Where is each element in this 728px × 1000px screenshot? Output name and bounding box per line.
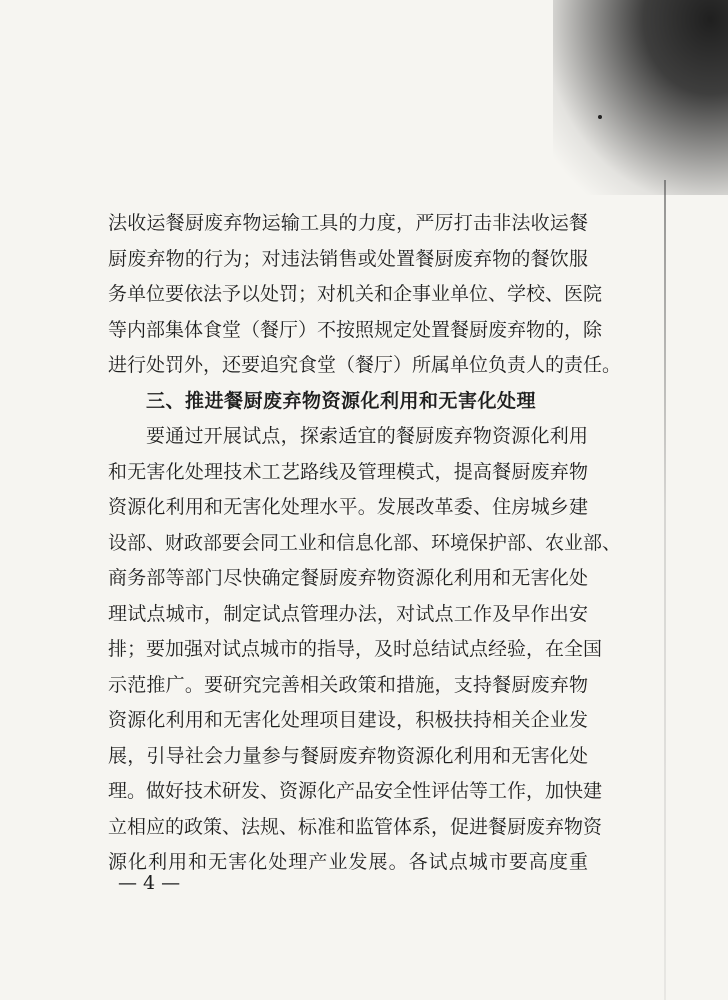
text-line: 商务部等部门尽快确定餐厨废弃物资源化利用和无害化处 (108, 567, 588, 589)
text-line: 资源化利用和无害化处理项目建设，积极扶持相关企业发 (108, 709, 588, 731)
paragraph-1 (108, 206, 622, 384)
text-line: 资源化利用和无害化处理水平。发展改革委、住房城乡建 (108, 496, 588, 518)
section-heading: 三、推进餐厨废弃物资源化利用和无害化处理 (146, 389, 537, 412)
paragraph-2 (108, 419, 622, 881)
text-line: 等内部集体食堂（餐厅）不按照规定处置餐厨废弃物的，除 (108, 318, 603, 341)
text-line: 务单位要依法予以处罚；对机关和企事业单位、学校、医院 (108, 283, 603, 305)
text-line: 设部、财政部要会同工业和信息化部、环境保护部、农业部、 (108, 531, 622, 554)
text-line: 理试点城市，制定试点管理办法，对试点工作及早作出安 (108, 602, 588, 625)
text-line: 法收运餐厨废弃物运输工具的力度，严厉打击非法收运餐 (108, 212, 588, 234)
text-line: 示范推广。要研究完善相关政策和措施，支持餐厨废弃物 (108, 673, 588, 696)
text-line: 理。做好技术研发、资源化产品安全性评估等工作，加快建 (108, 780, 603, 802)
text-line: 展，引导社会力量参与餐厨废弃物资源化利用和无害化处 (108, 744, 588, 767)
text-line: 排；要加强对试点城市的指导，及时总结试点经验，在全国 (108, 638, 603, 660)
text-line: 立相应的政策、法规、标准和监管体系，促进餐厨废弃物资 (108, 815, 603, 838)
text-line: 和无害化处理技术工艺路线及管理模式，提高餐厨废弃物 (108, 460, 588, 483)
text-line: 厨废弃物的行为；对违法销售或处置餐厨废弃物的餐饮服 (108, 247, 588, 270)
scan-dot (598, 115, 602, 119)
text-line: 进行处罚外，还要追究食堂（餐厅）所属单位负责人的责任。 (108, 354, 622, 376)
page-edge-line (664, 180, 666, 1000)
document-body (108, 206, 622, 881)
text-line: 源化利用和无害化处理产业发展。各试点城市要高度重 (108, 851, 588, 873)
text-line: 要通过开展试点，探索适宜的餐厨废弃物资源化利用 (146, 425, 588, 447)
scan-shadow (553, 0, 728, 195)
page-number: — 4 — (118, 872, 181, 894)
